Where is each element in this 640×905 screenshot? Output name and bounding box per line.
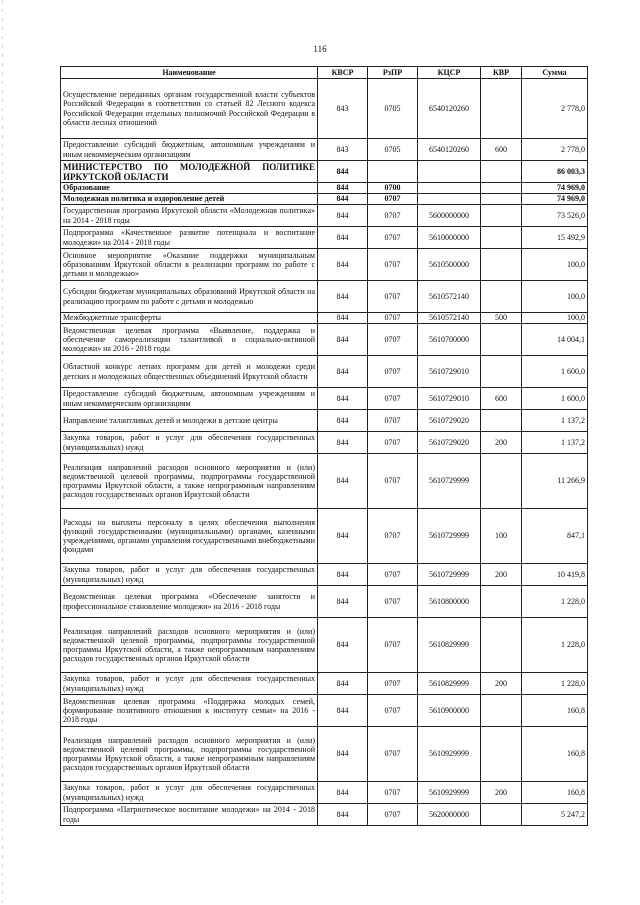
cell-kcsr: 6540120260 xyxy=(418,139,481,161)
cell-sum: 1 137,2 xyxy=(522,432,588,454)
cell-kcsr: 5610700000 xyxy=(418,324,481,356)
table-row xyxy=(61,388,588,410)
page-number: 116 xyxy=(313,44,327,54)
cell-sum: 100,0 xyxy=(522,249,588,281)
cell-kcsr: 5610829999 xyxy=(418,618,481,673)
col-header-kvsr: КВСР xyxy=(318,67,368,79)
cell-sum: 11 266,9 xyxy=(522,454,588,509)
cell-sum: 74 969,0 xyxy=(522,194,588,205)
cell-rzpr xyxy=(368,161,418,183)
cell-kcsr: 5610572140 xyxy=(418,313,481,324)
table-row xyxy=(61,727,588,782)
cell-sum: 1 228,0 xyxy=(522,586,588,618)
table-row xyxy=(61,673,588,695)
cell-kvsr: 844 xyxy=(318,782,368,804)
cell-sum: 1 228,0 xyxy=(522,618,588,673)
cell-sum: 1 600,0 xyxy=(522,388,588,410)
col-header-kcsr: КЦСР xyxy=(418,67,481,79)
cell-kcsr: 5610729999 xyxy=(418,509,481,564)
cell-name: Закупка товаров, работ и услуг для обеспечения государственных (муниципальных) нужд xyxy=(61,564,318,586)
cell-name: Расходы на выплаты персоналу в целях обеспечения выполнения функций государственными (муниципальными) органами, казенными учреждениями, органами управления государственными внебюджетными фондами xyxy=(61,509,318,564)
cell-sum: 10 419,8 xyxy=(522,564,588,586)
cell-kvr xyxy=(481,161,522,183)
cell-kvsr: 844 xyxy=(318,673,368,695)
cell-kvsr: 844 xyxy=(318,695,368,727)
cell-name: Закупка товаров, работ и услуг для обеспечения государственных (муниципальных) нужд xyxy=(61,432,318,454)
cell-name: Межбюджетные трансферты xyxy=(61,313,318,324)
cell-name: Ведомственная целевая программа «Выявление, поддержка и обеспечение самореализации талантливой и социально-активной молодежи» на 2016 - 2018 годы xyxy=(61,324,318,356)
cell-name: Областной конкурс летних программ для детей и молодежи среди детских и молодежных общественных объединений Иркутской области xyxy=(61,356,318,388)
cell-kvsr: 844 xyxy=(318,161,368,183)
table-row xyxy=(61,183,588,194)
cell-kvsr: 844 xyxy=(318,356,368,388)
table-row xyxy=(61,356,588,388)
cell-name: Государственная программа Иркутской области «Молодежная политика» на 2014 - 2018 годы xyxy=(61,205,318,227)
cell-rzpr: 0707 xyxy=(368,432,418,454)
table-row xyxy=(61,227,588,249)
cell-kvr xyxy=(481,727,522,782)
cell-kvr xyxy=(481,183,522,194)
cell-name: Молодежная политика и оздоровление детей xyxy=(61,194,318,205)
cell-name: Образование xyxy=(61,183,318,194)
cell-kvsr: 844 xyxy=(318,432,368,454)
cell-kvsr: 844 xyxy=(318,564,368,586)
budget-table xyxy=(60,66,588,826)
cell-kcsr: 5610729020 xyxy=(418,432,481,454)
table-row xyxy=(61,249,588,281)
cell-kcsr: 5610900000 xyxy=(418,695,481,727)
cell-rzpr: 0707 xyxy=(368,410,418,432)
cell-sum: 2 778,0 xyxy=(522,139,588,161)
cell-rzpr: 0707 xyxy=(368,673,418,695)
col-header-rzpr: РзПР xyxy=(368,67,418,79)
cell-name: Предоставление субсидий бюджетным, автономным учреждениям и иным некоммерческим организациям xyxy=(61,139,318,161)
cell-kvr xyxy=(481,227,522,249)
table-row xyxy=(61,313,588,324)
cell-sum: 86 003,3 xyxy=(522,161,588,183)
cell-kvsr: 844 xyxy=(318,249,368,281)
cell-sum: 160,8 xyxy=(522,695,588,727)
cell-sum: 1 228,0 xyxy=(522,673,588,695)
cell-kvsr: 843 xyxy=(318,79,368,139)
cell-kvr: 600 xyxy=(481,388,522,410)
table-row xyxy=(61,410,588,432)
cell-sum: 5 247,2 xyxy=(522,804,588,826)
table-header-row xyxy=(61,67,588,79)
cell-rzpr: 0707 xyxy=(368,356,418,388)
cell-kvr xyxy=(481,618,522,673)
cell-rzpr: 0707 xyxy=(368,727,418,782)
table-row xyxy=(61,586,588,618)
cell-kcsr: 5610000000 xyxy=(418,227,481,249)
cell-sum: 100,0 xyxy=(522,313,588,324)
cell-name: Ведомственная целевая программа «Обеспечение занятости и профессиональное становление молодежи» на 2016 - 2018 годы xyxy=(61,586,318,618)
cell-kvr xyxy=(481,79,522,139)
cell-kcsr: 5610729010 xyxy=(418,388,481,410)
cell-sum: 160,8 xyxy=(522,782,588,804)
cell-rzpr: 0705 xyxy=(368,79,418,139)
cell-kvsr: 844 xyxy=(318,388,368,410)
cell-kvr: 200 xyxy=(481,432,522,454)
cell-name: Предоставление субсидий бюджетным, автономным учреждениям и иным некоммерческим организациям xyxy=(61,388,318,410)
cell-kcsr: 5610729010 xyxy=(418,356,481,388)
table-row xyxy=(61,454,588,509)
cell-name: Ведомственная целевая программа «Поддержка молодых семей, формирование позитивного отношения к институту семьи» на 2016 - 2018 годы xyxy=(61,695,318,727)
cell-name: Субсидии бюджетам муниципальных образований Иркутской области на реализацию программ по работе с детьми и молодежью xyxy=(61,281,318,313)
cell-sum: 847,1 xyxy=(522,509,588,564)
cell-kvr: 100 xyxy=(481,509,522,564)
cell-kvsr: 844 xyxy=(318,227,368,249)
cell-rzpr: 0707 xyxy=(368,454,418,509)
cell-kvsr: 844 xyxy=(318,509,368,564)
cell-kvsr: 844 xyxy=(318,454,368,509)
cell-name: Осуществление переданных органам государственной власти субъектов Российской Федерации в соответствии со статьей 82 Лесного кодекса Российской Федерации отдельных полномочий Российской Федерации в области лесных отношений xyxy=(61,79,318,139)
cell-kcsr: 5610729020 xyxy=(418,410,481,432)
table-row xyxy=(61,281,588,313)
cell-name: МИНИСТЕРСТВО ПО МОЛОДЕЖНОЙ ПОЛИТИКЕ ИРКУТСКОЙ ОБЛАСТИ xyxy=(61,161,318,183)
cell-rzpr: 0707 xyxy=(368,695,418,727)
table-row xyxy=(61,564,588,586)
table-row xyxy=(61,324,588,356)
cell-kvr xyxy=(481,205,522,227)
cell-sum: 73 526,0 xyxy=(522,205,588,227)
cell-name: Реализация направлений расходов основного мероприятия и (или) ведомственной целевой программы, подпрограммы государственной программы Иркутской области, а также непрограммным направлениям расходов государственных органов Иркутской области xyxy=(61,727,318,782)
cell-kvr xyxy=(481,586,522,618)
cell-kvr xyxy=(481,281,522,313)
cell-rzpr: 0707 xyxy=(368,564,418,586)
cell-kvr xyxy=(481,194,522,205)
cell-kvr: 200 xyxy=(481,782,522,804)
cell-kcsr: 5610829999 xyxy=(418,673,481,695)
table-row xyxy=(61,205,588,227)
table-row xyxy=(61,695,588,727)
cell-rzpr: 0705 xyxy=(368,139,418,161)
cell-kcsr: 6540120260 xyxy=(418,79,481,139)
cell-kcsr: 5610929999 xyxy=(418,782,481,804)
cell-rzpr: 0707 xyxy=(368,618,418,673)
cell-rzpr: 0700 xyxy=(368,183,418,194)
cell-name: Закупка товаров, работ и услуг для обеспечения государственных (муниципальных) нужд xyxy=(61,673,318,695)
table-row xyxy=(61,139,588,161)
cell-kvr xyxy=(481,356,522,388)
scan-margin-mark xyxy=(2,0,3,905)
cell-kvr xyxy=(481,804,522,826)
table-row xyxy=(61,432,588,454)
cell-rzpr: 0707 xyxy=(368,194,418,205)
cell-kvsr: 844 xyxy=(318,618,368,673)
col-header-name: Наименование xyxy=(61,67,318,79)
cell-kvr: 600 xyxy=(481,139,522,161)
cell-name: Подпрограмма «Патриотическое воспитание молодежи» на 2014 - 2018 годы xyxy=(61,804,318,826)
cell-name: Основное мероприятие «Оказание поддержки муниципальным образованиям Иркутской области в реализации программ по работе с детьми и молодежью» xyxy=(61,249,318,281)
cell-kcsr: 5610800000 xyxy=(418,586,481,618)
cell-sum: 2 778,0 xyxy=(522,79,588,139)
cell-name: Подпрограмма «Качественное развитие потенциала и воспитание молодежи» на 2014 - 2018 годы xyxy=(61,227,318,249)
cell-kvsr: 844 xyxy=(318,324,368,356)
cell-kvr: 500 xyxy=(481,313,522,324)
cell-kvsr: 844 xyxy=(318,410,368,432)
table-row xyxy=(61,618,588,673)
col-header-kvr: КВР xyxy=(481,67,522,79)
cell-name: Реализация направлений расходов основного мероприятия и (или) ведомственной целевой программы, подпрограммы государственной программы Иркутской области, а также непрограммным направлениям расходов государственных органов Иркутской области xyxy=(61,454,318,509)
cell-kvsr: 844 xyxy=(318,281,368,313)
cell-rzpr: 0707 xyxy=(368,804,418,826)
cell-rzpr: 0707 xyxy=(368,324,418,356)
cell-rzpr: 0707 xyxy=(368,205,418,227)
cell-kvsr: 843 xyxy=(318,139,368,161)
cell-kvr xyxy=(481,324,522,356)
table-row xyxy=(61,804,588,826)
cell-name: Закупка товаров, работ и услуг для обеспечения государственных (муниципальных) нужд xyxy=(61,782,318,804)
cell-sum: 1 137,2 xyxy=(522,410,588,432)
cell-kcsr: 5610500000 xyxy=(418,249,481,281)
cell-sum: 1 600,0 xyxy=(522,356,588,388)
cell-sum: 74 969,0 xyxy=(522,183,588,194)
cell-kvsr: 844 xyxy=(318,727,368,782)
cell-kcsr: 5610729999 xyxy=(418,454,481,509)
cell-kcsr xyxy=(418,194,481,205)
cell-kvr: 200 xyxy=(481,564,522,586)
cell-kcsr: 5610929999 xyxy=(418,727,481,782)
cell-kvr xyxy=(481,695,522,727)
cell-rzpr: 0707 xyxy=(368,227,418,249)
table-row xyxy=(61,782,588,804)
cell-sum: 14 004,1 xyxy=(522,324,588,356)
cell-rzpr: 0707 xyxy=(368,509,418,564)
cell-kvsr: 844 xyxy=(318,586,368,618)
cell-kcsr: 5610729999 xyxy=(418,564,481,586)
cell-rzpr: 0707 xyxy=(368,782,418,804)
cell-kvsr: 844 xyxy=(318,804,368,826)
cell-kvsr: 844 xyxy=(318,194,368,205)
cell-name: Направление талантливых детей и молодежи в детские центры xyxy=(61,410,318,432)
cell-kcsr: 5620000000 xyxy=(418,804,481,826)
cell-kcsr xyxy=(418,161,481,183)
table-row xyxy=(61,161,588,183)
cell-sum: 160,8 xyxy=(522,727,588,782)
cell-kvr xyxy=(481,454,522,509)
cell-kcsr xyxy=(418,183,481,194)
cell-kvr xyxy=(481,410,522,432)
cell-kvr: 200 xyxy=(481,673,522,695)
table-row xyxy=(61,194,588,205)
cell-sum: 100,0 xyxy=(522,281,588,313)
cell-rzpr: 0707 xyxy=(368,388,418,410)
col-header-sum: Сумма xyxy=(522,67,588,79)
cell-rzpr: 0707 xyxy=(368,313,418,324)
cell-kvsr: 844 xyxy=(318,313,368,324)
cell-rzpr: 0707 xyxy=(368,281,418,313)
table-row xyxy=(61,79,588,139)
cell-rzpr: 0707 xyxy=(368,249,418,281)
cell-rzpr: 0707 xyxy=(368,586,418,618)
cell-kcsr: 5600000000 xyxy=(418,205,481,227)
cell-kvsr: 844 xyxy=(318,183,368,194)
cell-kvr xyxy=(481,249,522,281)
cell-name: Реализация направлений расходов основного мероприятия и (или) ведомственной целевой программы, подпрограммы государственной программы Иркутской области, а также непрограммным направлениям расходов государственных органов Иркутской области xyxy=(61,618,318,673)
cell-kvsr: 844 xyxy=(318,205,368,227)
table-row xyxy=(61,509,588,564)
cell-sum: 15 492,9 xyxy=(522,227,588,249)
cell-kcsr: 5610572140 xyxy=(418,281,481,313)
